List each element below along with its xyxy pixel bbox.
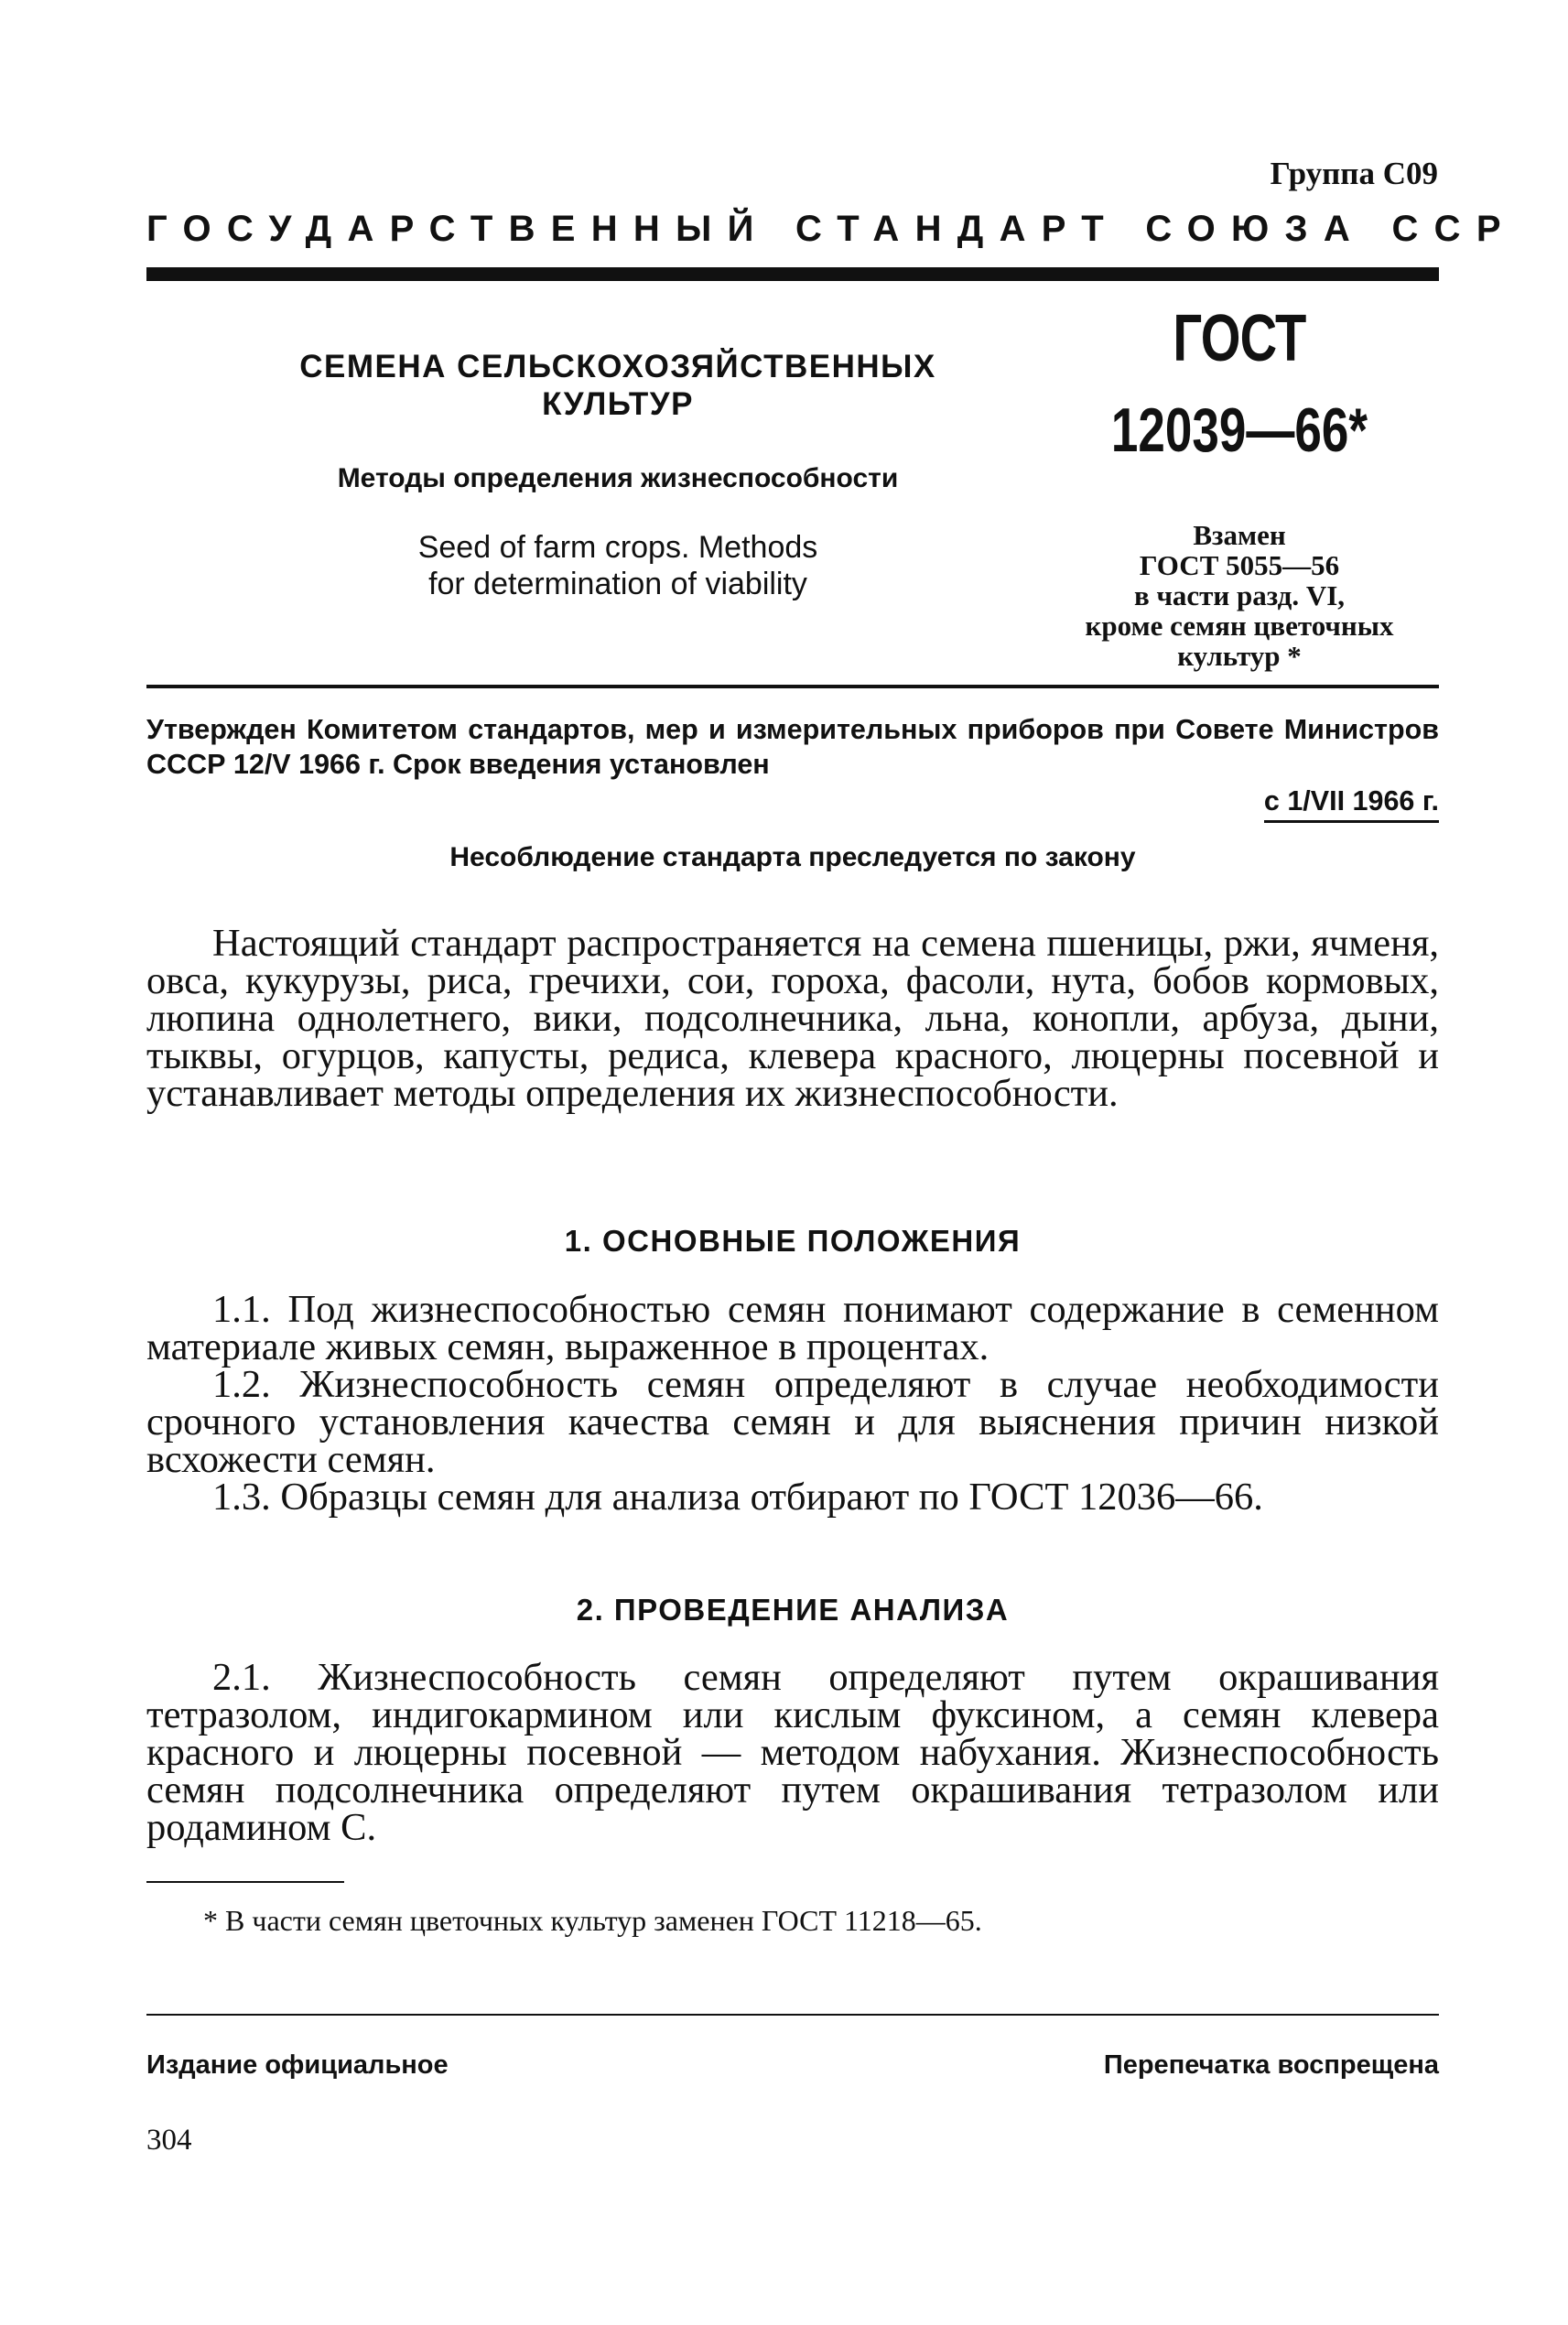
replaces-note [1034,520,1444,671]
standard-banner: ГОСУДАРСТВЕННЫЙ СТАНДАРТ СОЮЗА ССР [146,209,1517,249]
title-subtitle: Методы определения жизнеспособности [337,463,899,493]
replaces-line: культур * [1177,640,1302,672]
replaces-line: ГОСТ 5055—56 [1139,549,1340,581]
replaces-line: в части разд. VI, [1133,579,1346,611]
clause-1-1: 1.1. Под жизнеспособностью семян понимают содержание в семенном материале живых семян, выраженное в процентах. [146,1288,1439,1368]
gost-label: ГОСТ [1173,302,1306,375]
footer-rule [146,2014,1439,2016]
page-number: 304 [146,2124,192,2157]
clause-1-3: 1.3. Образцы семян для анализа отбирают по ГОСТ 12036—66. [212,1476,1263,1519]
group-code: Группа С09 [1270,156,1438,191]
clause-2-1: 2.1. Жизнеспособность семян определяют путем окрашивания тетразолом, индигокармином или кислым фуксином, а семян клевера красного и люцерны посевной — методом набухания. Жизнеспособность семян подсолнечника определяют путем окрашивания тетразолом или родамином С. [146,1656,1439,1849]
footnote: * В части семян цветочных культур заменен ГОСТ 11218—65. [203,1904,982,1937]
intro-paragraph: Настоящий стандарт распространяется на семена пшеницы, ржи, ячменя, овса, кукурузы, риса, гречихи, сои, гороха, фасоли, нута, бобов кормовых, люпина однолетнего, вики, подсолнечника, льна, конопли, арбуза, дыни, тыквы, огурцов, капусты, редиса, клевера красного, люцерны посевной и устанавливает методы определения их жизнеспособности. [146,922,1439,1115]
gost-block [1034,300,1444,671]
title-line-2: КУЛЬТУР [542,386,694,422]
effective-date: с 1/VII 1966 г. [1264,784,1439,823]
english-title-line-1: Seed of farm crops. Methods [417,530,818,565]
approval-text: Утвержден Комитетом стандартов, мер и измерительных приборов при Совете Министров СССР 12/V 1966 г. Срок введения установлен [146,714,1439,780]
edition-note: Издание официальное [146,2050,449,2080]
replaces-line: кроме семян цветочных [1085,610,1394,642]
clause-1-2: 1.2. Жизнеспособность семян определяют в случае необходимости срочного установления качества семян и для выяснения причин низкой всхожести семян. [146,1363,1439,1481]
law-notice: Несоблюдение стандарта преследуется по закону [449,842,1136,872]
title-block [247,348,989,602]
title-rule [146,685,1439,688]
reprint-note: Перепечатка воспрещена [1103,2050,1439,2080]
replaces-line: Взамен [1193,519,1286,551]
footnote-rule [146,1881,344,1883]
section-2-heading: 2. ПРОВЕДЕНИЕ АНАЛИЗА [576,1593,1010,1627]
title-line-1: СЕМЕНА СЕЛЬСКОХОЗЯЙСТВЕННЫХ [299,349,936,384]
header-rule [146,267,1439,281]
section-1-heading: 1. ОСНОВНЫЕ ПОЛОЖЕНИЯ [564,1224,1022,1258]
gost-number: 12039—66* [1110,395,1368,465]
english-title-line-2: for determination of viability [428,567,807,601]
